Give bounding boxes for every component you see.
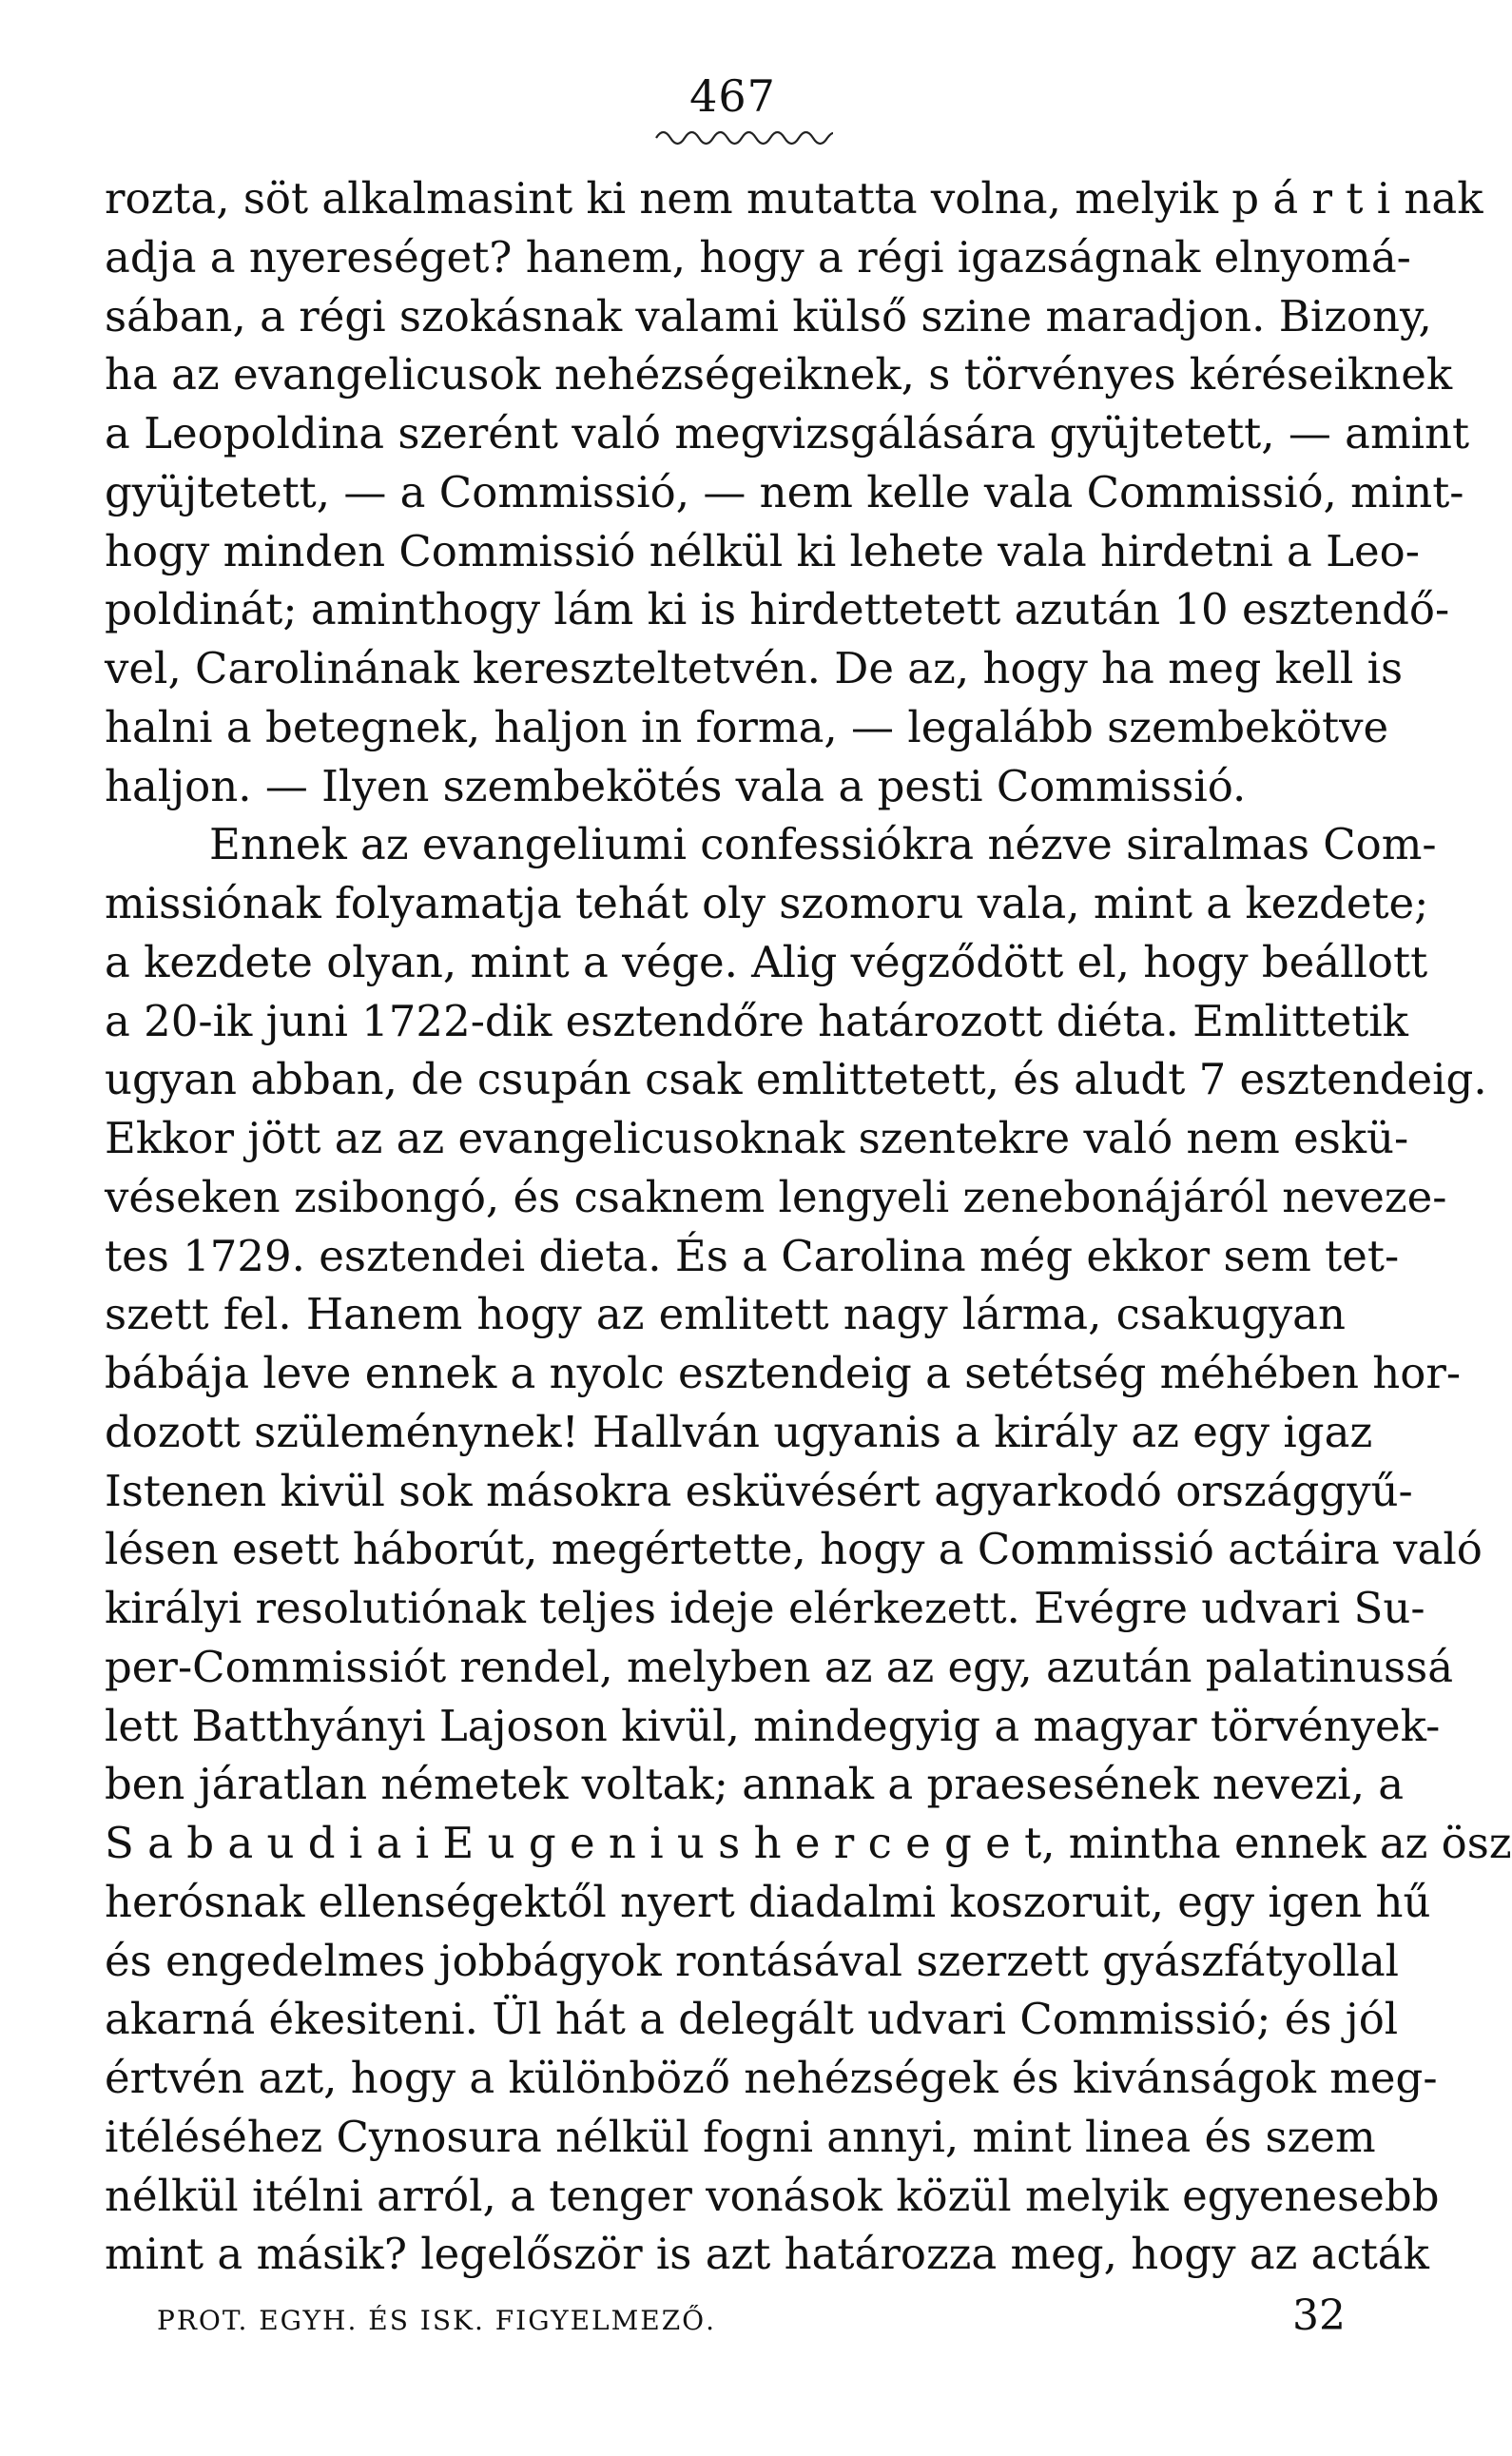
text-line: tes 1729. esztendei dieta. És a Carolina még ekkor sem tet- [105,1230,1400,1281]
text-line: nélkül itélni arról, a tenger vonások közül melyik egyenesebb [105,2170,1440,2221]
wavy-ornament-divider [656,129,833,146]
text-line: királyi resolutiónak teljes ideje elérkezett. Evégre udvari Su- [105,1583,1425,1633]
text-line: bábája leve ennek a nyolc esztendeig a setétség méhében hor- [105,1348,1462,1398]
text-line: herósnak ellenségektől nyert diadalmi koszoruit, egy igen hű [105,1876,1431,1927]
text-line: lésen esett háborút, megértette, hogy a Commissió actáira való [105,1524,1483,1575]
paragraph-start-line: Ennek az evangeliumi confessiókra nézve siralmas Com- [209,819,1437,870]
text-line: szett fel. Hanem hogy az emlitett nagy lárma, csakugyan [105,1289,1346,1340]
text-line: ha az evangelicusok nehézségeiknek, s törvényes kéréseiknek [105,349,1453,400]
text-line: gyüjtetett, — a Commissió, — nem kelle vala Commissió, mint- [105,466,1464,517]
text-line: véseken zsibongó, és csaknem lengyeli zenebonájáról neveze- [105,1171,1447,1222]
page-footer [105,2291,1346,2341]
text-line: ben járatlan németek voltak; annak a praesesének nevezi, a [105,1759,1405,1810]
signature-number: 32 [1292,2291,1346,2340]
text-line: mint a másik? legelőször is azt határozza meg, hogy az acták [105,2229,1429,2280]
text-line: rozta, söt alkalmasint ki nem mutatta volna, melyik p á r t i nak [105,173,1483,224]
journal-title: PROT. EGYH. ÉS ISK. FIGYELMEZŐ. [157,2305,717,2336]
text-line: a Leopoldina szerént való megvizsgálására gyüjtetett, — amint [105,408,1470,458]
text-line: vel, Carolinának kereszteltetvén. De az, hogy ha meg kell is [105,643,1404,693]
text-line: adja a nyereséget? hanem, hogy a régi igazságnak elnyomá- [105,231,1411,283]
text-line: Istenen kivül sok másokra esküvésért agyarkodó országgyű- [105,1465,1413,1516]
text-line: a 20-ik juni 1722-dik esztendőre határozott diéta. Emlittetik [105,995,1408,1046]
main-text [105,169,1512,2284]
text-line: missiónak folyamatja tehát oly szomoru vala, mint a kezdete; [105,878,1429,928]
text-line: sában, a régi szokásnak valami külső szine maradjon. Bizony, [105,290,1432,341]
text-line: hogy minden Commissió nélkül ki lehete vala hirdetni a Leo- [105,525,1420,576]
text-line: per-Commissiót rendel, melyben az az egy, azután palatinussá [105,1641,1454,1692]
text-line: dozott szüleménynek! Hallván ugyanis a király az egy igaz [105,1406,1373,1457]
page-number: 467 [689,70,776,122]
text-line: akarná ékesiteni. Ül hát a delegált udvari Commissió; és jól [105,1994,1399,2045]
text-line: halni a betegnek, haljon in forma, — legalább szembekötve [105,701,1389,752]
text-line: poldinát; aminthogy lám ki is hirdettetett azután 10 esztendő- [105,584,1450,635]
text-line: ugyan abban, de csupán csak emlittetett, és aludt 7 esztendeig. [105,1054,1487,1105]
text-line: haljon. — Ilyen szembekötés vala a pesti Commissió. [105,760,1247,811]
text-line: Ekkor jött az az evangelicusoknak szentekre való nem eskü- [105,1113,1409,1163]
text-line: itéléséhez Cynosura nélkül fogni annyi, mint linea és szem [105,2111,1376,2162]
text-line: S a b a u d i a i E u g e n i u s h e r c e g e t, mintha ennek az ösz [105,1818,1512,1868]
text-line: lett Batthyányi Lajoson kivül, mindegyig a magyar törvények- [105,1700,1441,1751]
text-line: és engedelmes jobbágyok rontásával szerzett gyászfátyollal [105,1935,1400,1986]
text-line: a kezdete olyan, mint a vége. Alig végződött el, hogy beállott [105,936,1428,987]
text-line: értvén azt, hogy a különböző nehézségek és kivánságok meg- [105,2053,1438,2103]
